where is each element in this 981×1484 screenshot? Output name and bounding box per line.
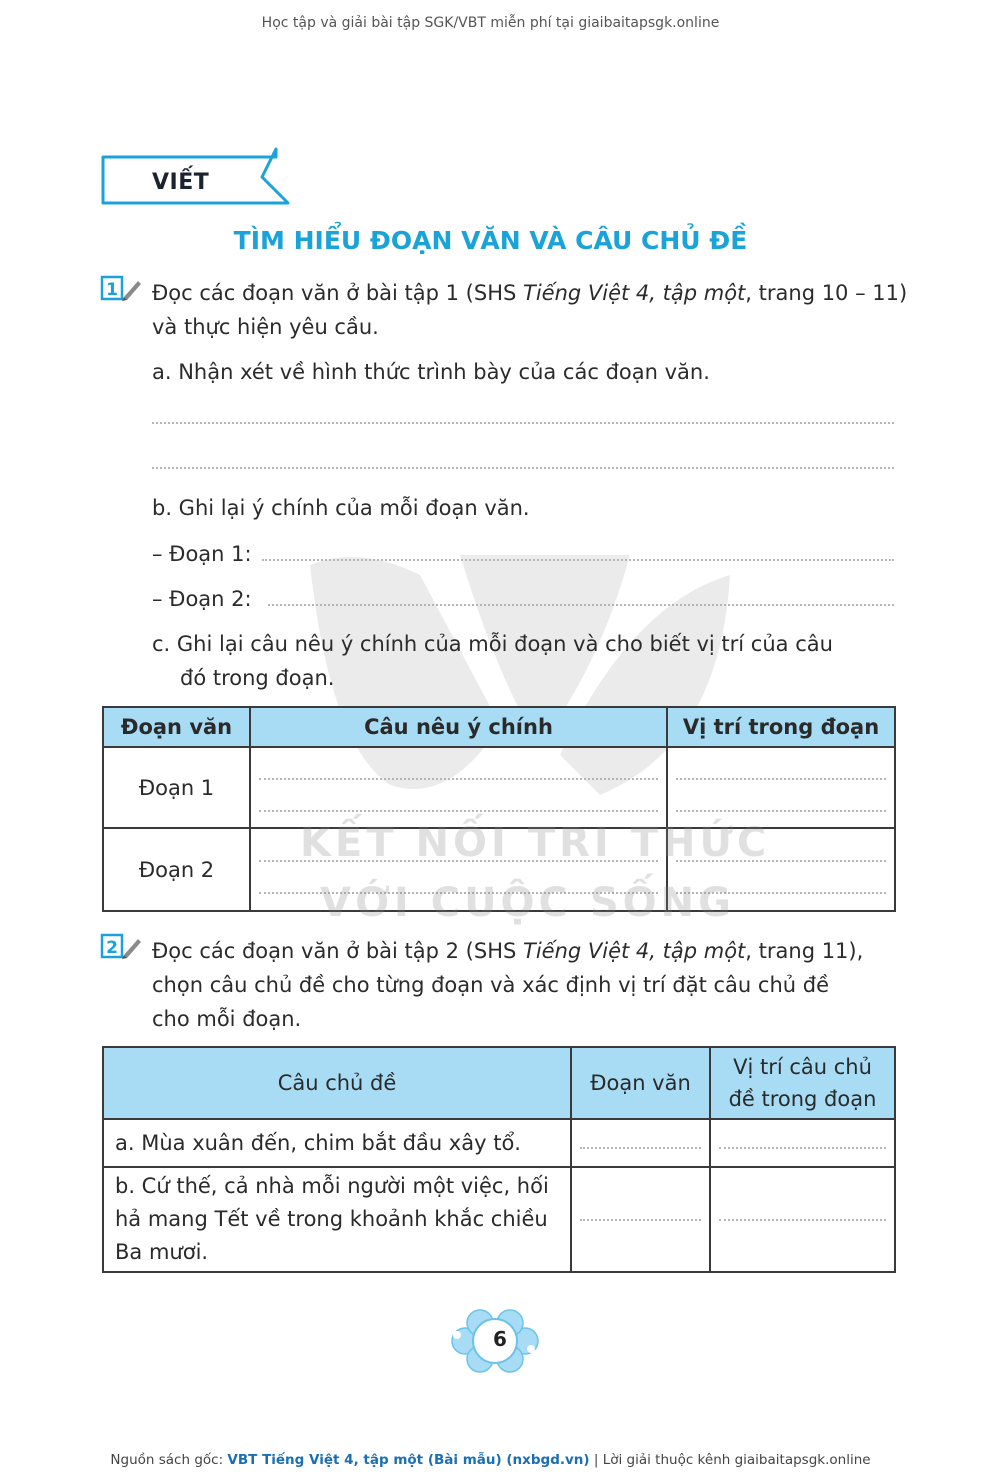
exercise-2-number-icon bbox=[100, 933, 142, 961]
answer-line[interactable] bbox=[152, 467, 894, 469]
table-header: Câu nêu ý chính bbox=[250, 707, 667, 747]
page-number: 6 bbox=[493, 1327, 507, 1351]
exercise-1-intro-pages: , trang 10 – 11) bbox=[745, 281, 908, 305]
exercise-2-intro-line3: cho mỗi đoạn. bbox=[152, 1007, 302, 1031]
footer-note bbox=[0, 1452, 981, 1468]
exercise-1-intro bbox=[152, 276, 907, 310]
lesson-title: TÌM HIỂU ĐOẠN VĂN VÀ CÂU CHỦ ĐỀ bbox=[233, 226, 748, 255]
answer-cell[interactable] bbox=[571, 1119, 710, 1167]
answer-cell[interactable] bbox=[667, 747, 895, 828]
exercise-1-question-a: a. Nhận xét về hình thức trình bày của các đoạn văn. bbox=[152, 360, 710, 384]
section-tag-label: VIẾT bbox=[152, 170, 210, 195]
answer-cell[interactable] bbox=[571, 1167, 710, 1272]
exercise-1-book-title: Tiếng Việt 4, tập một bbox=[523, 281, 746, 305]
answer-line[interactable] bbox=[152, 422, 894, 424]
svg-text:2: 2 bbox=[106, 938, 118, 958]
exercise-1-number-icon bbox=[100, 275, 142, 303]
watermark-text-line2: VỚI CUỘC SỐNG bbox=[320, 880, 735, 926]
watermark-text-line1: KẾT NỐI TRI THỨC bbox=[300, 820, 771, 866]
answer-cell[interactable] bbox=[710, 1167, 895, 1272]
footer-prefix: Nguồn sách gốc: bbox=[110, 1452, 228, 1468]
table-row-sentence-b: b. Cứ thế, cả nhà mỗi người một việc, hối hả mang Tết về trong khoảnh khắc chiều Ba mươi. bbox=[103, 1167, 571, 1272]
exercise-1-b-item-1: – Đoạn 1: bbox=[152, 542, 252, 566]
table-header: Câu chủ đề bbox=[103, 1047, 571, 1119]
exercise-2-intro-line2: chọn câu chủ đề cho từng đoạn và xác định vị trí đặt câu chủ đề bbox=[152, 973, 829, 997]
table-header: Đoạn văn bbox=[571, 1047, 710, 1119]
exercise-1-question-b: b. Ghi lại ý chính của mỗi đoạn văn. bbox=[152, 496, 530, 520]
exercise-1-question-c-line2: đó trong đoạn. bbox=[180, 666, 335, 690]
table-header: Đoạn văn bbox=[103, 707, 250, 747]
table-row-label: Đoạn 2 bbox=[103, 828, 250, 911]
exercise-2-table bbox=[102, 1046, 896, 1273]
table-row-sentence-a: a. Mùa xuân đến, chim bắt đầu xây tổ. bbox=[103, 1119, 571, 1167]
table-row-label: Đoạn 1 bbox=[103, 747, 250, 828]
exercise-1-intro-line2: và thực hiện yêu cầu. bbox=[152, 315, 379, 339]
answer-line[interactable] bbox=[268, 604, 894, 606]
answer-line[interactable] bbox=[262, 559, 894, 561]
footer-suffix: | Lời giải thuộc kênh giaibaitapsgk.online bbox=[589, 1452, 871, 1468]
table-header: Vị trí trong đoạn bbox=[667, 707, 895, 747]
exercise-2-intro-pages: , trang 11), bbox=[745, 939, 864, 963]
exercise-2-intro bbox=[152, 934, 863, 968]
exercise-1-b-item-2: – Đoạn 2: bbox=[152, 587, 252, 611]
answer-cell[interactable] bbox=[710, 1119, 895, 1167]
exercise-2-intro-text: Đọc các đoạn văn ở bài tập 2 (SHS bbox=[152, 939, 523, 963]
footer-source-link[interactable]: VBT Tiếng Việt 4, tập một (Bài mẫu) (nxbgd.vn) bbox=[227, 1452, 590, 1468]
exercise-2-book-title: Tiếng Việt 4, tập một bbox=[523, 939, 746, 963]
header-note: Học tập và giải bài tập SGK/VBT miễn phí tại giaibaitapsgk.online bbox=[261, 15, 720, 31]
answer-cell[interactable] bbox=[250, 747, 667, 828]
table-header: Vị trí câu chủ đề trong đoạn bbox=[710, 1047, 895, 1119]
exercise-1-question-c-line1: c. Ghi lại câu nêu ý chính của mỗi đoạn và cho biết vị trí của câu bbox=[152, 632, 833, 656]
svg-text:1: 1 bbox=[106, 280, 118, 300]
exercise-1-intro-text: Đọc các đoạn văn ở bài tập 1 (SHS bbox=[152, 281, 523, 305]
